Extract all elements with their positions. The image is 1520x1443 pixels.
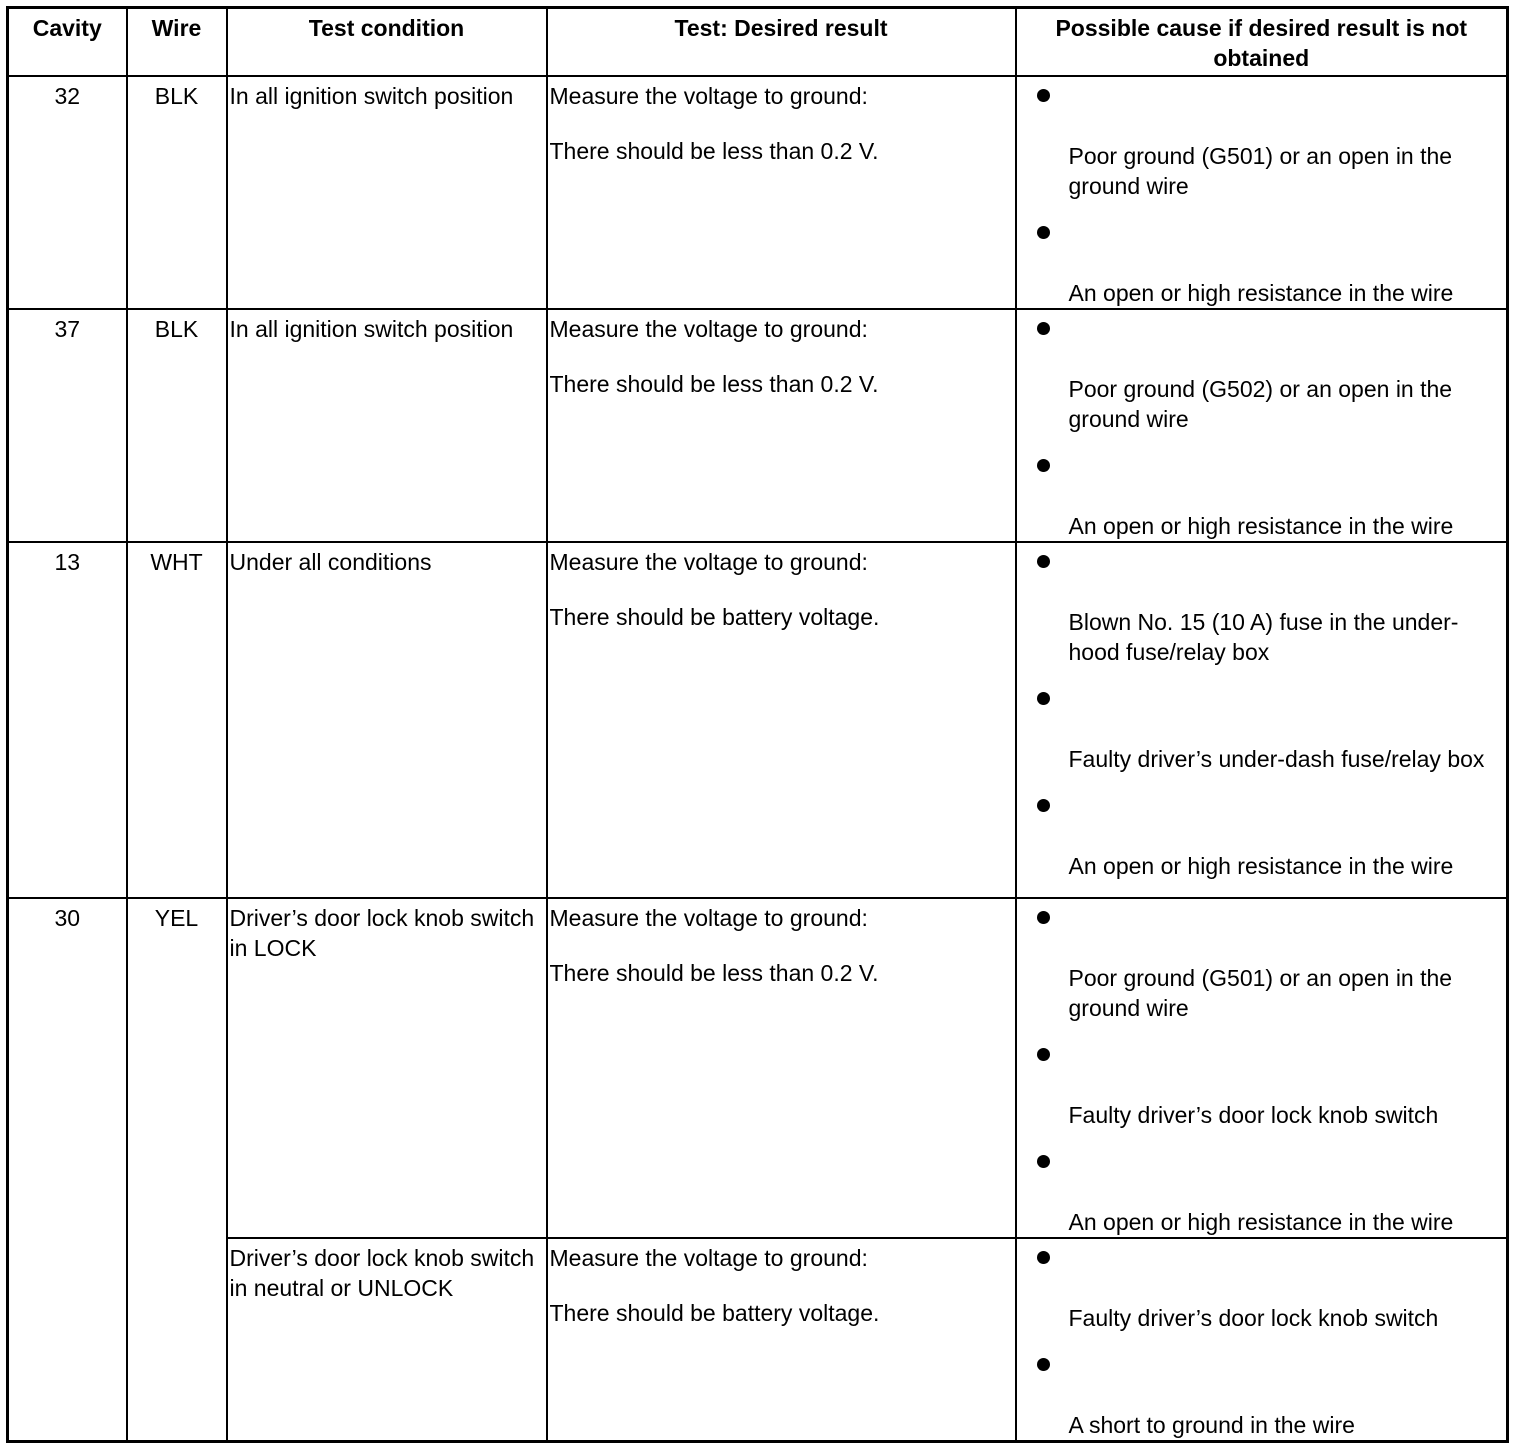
result-expectation: There should be less than 0.2 V. [549, 138, 879, 164]
cause-text: An open or high resistance in the wire [1068, 280, 1454, 306]
test-condition-cell: Driver’s door lock knob switch in LOCK [227, 898, 547, 1238]
cause-item [1037, 1251, 1489, 1333]
result-instruction: Measure the voltage to ground: [549, 1245, 868, 1271]
bullet-icon [1037, 799, 1050, 812]
header-desired-result: Test: Desired result [547, 8, 1016, 77]
desired-result-cell [547, 542, 1016, 898]
test-condition-cell: In all ignition switch position [227, 76, 547, 309]
cause-item [1037, 1048, 1489, 1130]
cavity-cell: 37 [8, 309, 127, 542]
cause-item [1037, 226, 1489, 308]
cause-item [1037, 322, 1489, 434]
cause-text: An open or high resistance in the wire [1068, 1209, 1454, 1235]
cause-item [1037, 555, 1489, 667]
result-instruction: Measure the voltage to ground: [549, 905, 868, 931]
cause-text: Faulty driver’s door lock knob switch [1068, 1305, 1439, 1331]
bullet-icon [1037, 322, 1050, 335]
cause-list [1017, 1251, 1507, 1440]
table-row [8, 76, 1508, 309]
possible-cause-cell [1016, 76, 1508, 309]
bullet-icon [1037, 692, 1050, 705]
header-wire: Wire [127, 8, 227, 77]
wire-cell: WHT [127, 542, 227, 898]
result-expectation: There should be less than 0.2 V. [549, 371, 879, 397]
cause-list [1017, 911, 1507, 1237]
desired-result-cell [547, 1238, 1016, 1442]
header-possible-cause: Possible cause if desired result is not obtained [1016, 8, 1508, 77]
bullet-icon [1037, 1358, 1050, 1371]
table-row [8, 542, 1508, 898]
cause-item [1037, 459, 1489, 541]
cavity-cell: 13 [8, 542, 127, 898]
header-cavity: Cavity [8, 8, 127, 77]
wire-cell: YEL [127, 898, 227, 1442]
cavity-cell: 30 [8, 898, 127, 1442]
cause-item [1037, 89, 1489, 201]
cause-list [1017, 555, 1507, 881]
bullet-icon [1037, 1048, 1050, 1061]
cause-item [1037, 692, 1489, 774]
possible-cause-cell [1016, 898, 1508, 1238]
bullet-icon [1037, 911, 1050, 924]
cause-text: Poor ground (G501) or an open in the ground wire [1068, 965, 1453, 1021]
desired-result-cell [547, 76, 1016, 309]
bullet-icon [1037, 459, 1050, 472]
cause-text: Poor ground (G501) or an open in the ground wire [1068, 143, 1453, 199]
cavity-cell: 32 [8, 76, 127, 309]
result-instruction: Measure the voltage to ground: [549, 83, 868, 109]
cause-item [1037, 799, 1489, 881]
troubleshooting-table [6, 6, 1509, 1443]
cause-text: An open or high resistance in the wire [1068, 853, 1454, 879]
test-condition-cell: Under all conditions [227, 542, 547, 898]
cause-text: A short to ground in the wire [1068, 1412, 1355, 1438]
result-expectation: There should be battery voltage. [549, 1300, 880, 1326]
possible-cause-cell [1016, 1238, 1508, 1442]
header-test-condition: Test condition [227, 8, 547, 77]
wire-cell: BLK [127, 76, 227, 309]
bullet-icon [1037, 226, 1050, 239]
cause-list [1017, 89, 1507, 308]
bullet-icon [1037, 555, 1050, 568]
possible-cause-cell [1016, 309, 1508, 542]
cause-text: Faulty driver’s under-dash fuse/relay box [1068, 746, 1485, 772]
test-condition-cell: Driver’s door lock knob switch in neutral or UNLOCK [227, 1238, 547, 1442]
cause-item [1037, 1155, 1489, 1237]
wire-cell: BLK [127, 309, 227, 542]
result-instruction: Measure the voltage to ground: [549, 316, 868, 342]
desired-result-cell [547, 309, 1016, 542]
possible-cause-cell [1016, 542, 1508, 898]
cause-list [1017, 322, 1507, 541]
result-expectation: There should be battery voltage. [549, 604, 880, 630]
cause-text: An open or high resistance in the wire [1068, 513, 1454, 539]
table-header-row [8, 8, 1508, 77]
test-condition-cell: In all ignition switch position [227, 309, 547, 542]
table-row [8, 1238, 1508, 1442]
cause-item [1037, 1358, 1489, 1440]
cause-item [1037, 911, 1489, 1023]
desired-result-cell [547, 898, 1016, 1238]
cause-text: Faulty driver’s door lock knob switch [1068, 1102, 1439, 1128]
bullet-icon [1037, 1155, 1050, 1168]
result-instruction: Measure the voltage to ground: [549, 549, 868, 575]
bullet-icon [1037, 89, 1050, 102]
cause-text: Blown No. 15 (10 A) fuse in the under-hood fuse/relay box [1068, 609, 1459, 665]
cause-text: Poor ground (G502) or an open in the ground wire [1068, 376, 1453, 432]
result-expectation: There should be less than 0.2 V. [549, 960, 879, 986]
bullet-icon [1037, 1251, 1050, 1264]
table-row [8, 898, 1508, 1238]
table-row [8, 309, 1508, 542]
